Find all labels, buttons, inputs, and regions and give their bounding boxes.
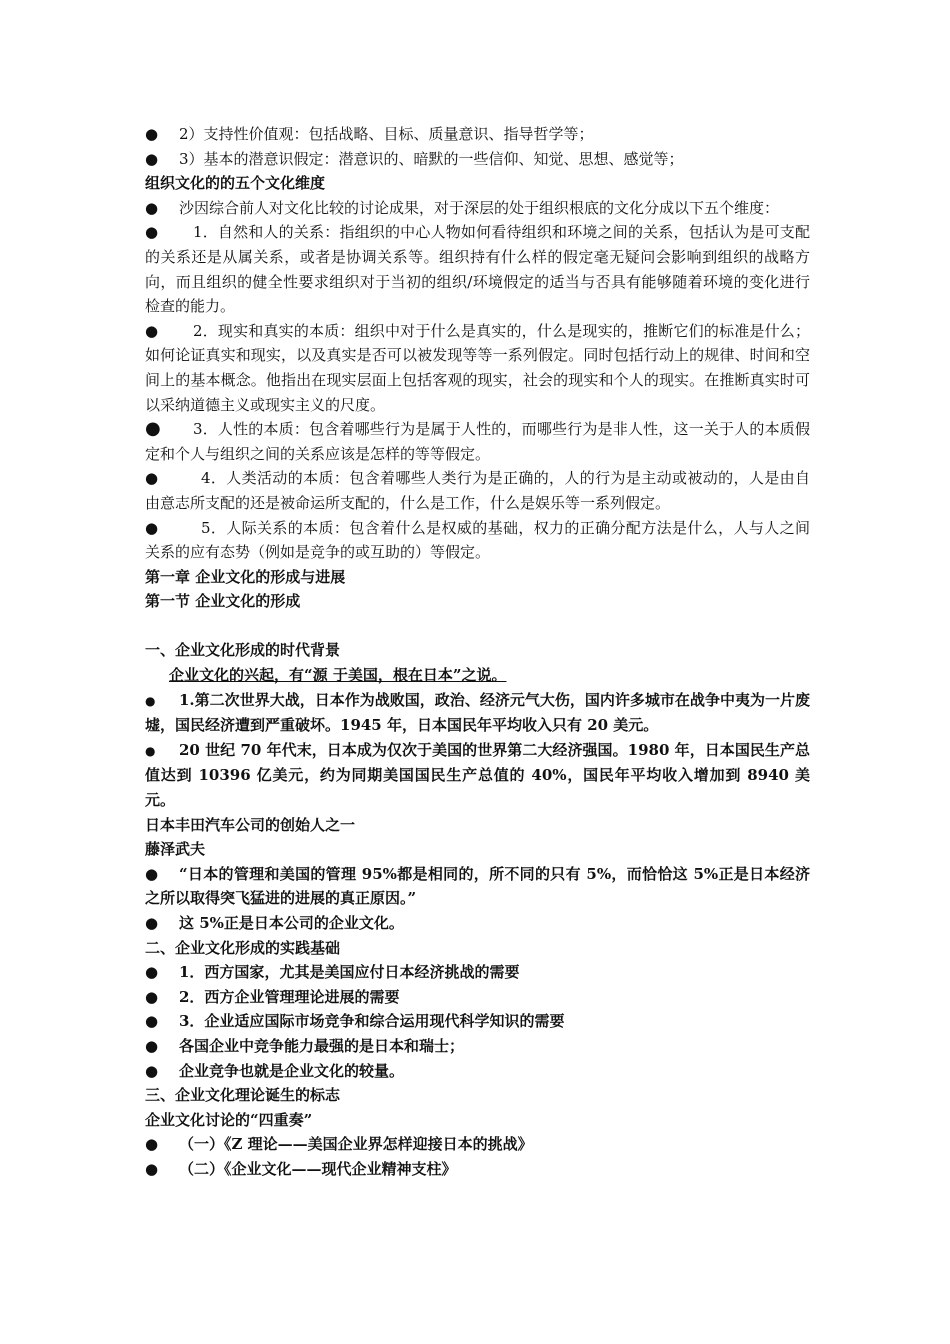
list-item: [145, 960, 810, 985]
bullet-icon: ●: [145, 864, 159, 883]
list-item: [145, 220, 810, 318]
heading: 企业文化讨论的“四重奏”: [145, 1110, 313, 1129]
text-line: 2）支持性价值观：包括战略、目标、质量意识、指导哲学等；: [179, 125, 594, 143]
text-line: 1.第二次世界大战，日本作为战败国，政治、经济元气大伤，国内许多城市在战争中夷为一片废墟，国民经济遭到严重破坏。1945 年，日本国民年平均收入只有 20 美元。: [145, 690, 810, 735]
list-item: [145, 1132, 810, 1157]
section-title: 第一节 企业文化的形成: [145, 592, 301, 611]
text-line: （二）《企业文化——现代企业精神支柱》: [179, 1159, 457, 1178]
bullet-icon: ●: [145, 125, 159, 143]
text-line: 企业竞争也就是企业文化的较量。: [179, 1061, 405, 1080]
list-item: [145, 862, 810, 911]
text-line: 1．自然和人的关系：指组织的中心人物如何看待组织和环境之间的关系，包括认为是可支配的关系还是从属关系，或者是协调关系等。组织持有什么样的假定毫无疑问会影响到组织的战略方向，而且组织的健全性要求组织对于当初的组织/环境假定的适当与否具有能够随着环境的变化进行检查的能力。: [145, 223, 810, 316]
list-item: [145, 1059, 810, 1084]
list-item: [145, 1157, 810, 1182]
text-line: 1．西方国家，尤其是美国应付日本经济挑战的需要: [179, 963, 520, 982]
bullet-icon: ●: [145, 149, 159, 168]
bullet-icon: ●: [145, 963, 159, 982]
bullet-icon: ●: [145, 223, 159, 242]
bullet-icon: ●: [145, 1159, 159, 1178]
document-body: [145, 122, 810, 1182]
heading: 一、企业文化形成的时代背景: [145, 641, 341, 660]
heading: 二、企业文化形成的实践基础: [145, 938, 341, 957]
bullet-icon: ●: [145, 518, 159, 537]
bullet-icon: ●: [145, 321, 159, 340]
list-item: [145, 122, 810, 147]
bullet-icon: ●: [145, 693, 156, 708]
spacer: [145, 614, 810, 639]
list-item: [145, 1009, 810, 1034]
list-item: [145, 466, 810, 515]
underlined-line: [145, 663, 810, 688]
bullet-icon: ●: [145, 1135, 159, 1154]
text-line: 4．人类活动的本质：包含着哪些人类行为是正确的，人的行为是主动或被动的，人是由自由意志所支配的还是被命运所支配的，什么是工作，什么是娱乐等一系列假定。: [145, 469, 810, 512]
text-line: 沙因综合前人对文化比较的讨论成果，对于深层的处于组织根底的文化分成以下五个维度：: [179, 198, 780, 217]
text-line: “日本的管理和美国的管理 95%都是相同的，所不同的只有 5%，而恰恰这 5%正是日本经济之所以取得突飞猛进的进展的真正原因。”: [145, 864, 810, 908]
list-item: [145, 319, 810, 417]
text-line: 藤泽武夫: [145, 840, 206, 859]
text-line: 各国企业中竞争能力最强的是日本和瑞士；: [179, 1036, 465, 1055]
bullet-icon: ●: [145, 198, 159, 217]
text-line: 3．企业适应国际市场竞争和综合运用现代科学知识的需要: [179, 1012, 565, 1031]
text-line: （一）《Z 理论——美国企业界怎样迎接日本的挑战》: [179, 1135, 533, 1154]
bullet-icon: ●: [145, 987, 159, 1006]
text-line: 2．西方企业管理理论进展的需要: [179, 987, 400, 1006]
text-line: 3）基本的潜意识假定：潜意识的、暗默的一些信仰、知觉、思想、感觉等；: [179, 149, 684, 168]
text-line: 这 5%正是日本公司的企业文化。: [179, 914, 404, 932]
text-line: 日本丰田汽车公司的创始人之一: [145, 815, 356, 834]
list-item: [145, 911, 810, 936]
text-line: 20 世纪 70 年代末，日本成为仅次于美国的世界第二大经济强国。1980 年，日本国民生产总值达到 10396 亿美元，约为同期美国国民生产总值的 40%，国民年平均收入增加到 8940 美元。: [145, 740, 810, 810]
list-item: [145, 1034, 810, 1059]
bullet-icon: ●: [145, 418, 161, 440]
bullet-icon: ●: [145, 1036, 159, 1055]
heading: 三、企业文化理论诞生的标志: [145, 1086, 341, 1105]
text-line: 5．人际关系的本质：包含着什么是权威的基础，权力的正确分配方法是什么，人与人之间关系的应有态势（例如是竞争的或互助的）等假定。: [145, 518, 810, 562]
heading: 组织文化的的五个文化维度: [145, 174, 326, 193]
text-line: 3．人性的本质：包含着哪些行为是属于人性的，而哪些行为是非人性，这一关于人的本质假定和个人与组织之间的关系应该是怎样的等等假定。: [145, 420, 810, 463]
list-item: [145, 196, 810, 221]
list-item: [145, 147, 810, 172]
bullet-icon: ●: [145, 469, 159, 488]
list-item: [145, 985, 810, 1010]
bullet-icon: ●: [145, 914, 159, 932]
text-line: 2．现实和真实的本质：组织中对于什么是真实的，什么是现实的，推断它们的标准是什么；如何论证真实和现实，以及真实是否可以被发现等等一系列假定。同时包括行动上的规律、时间和空间上的基本概念。他指出在现实层面上包括客观的现实，社会的现实和个人的现实。在推断真实时可以采纳道德主义或现实主义的尺度。: [145, 321, 810, 414]
list-item: [145, 516, 810, 565]
list-item: [145, 688, 810, 738]
bullet-icon: ●: [145, 1012, 159, 1031]
bullet-icon: ●: [145, 1061, 159, 1080]
text-line: 企业文化的兴起，有“源 于美国，根在日本”之说。: [169, 666, 507, 685]
bullet-icon: ●: [145, 743, 156, 758]
chapter-title: 第一章 企业文化的形成与进展: [145, 567, 346, 586]
list-item: [145, 738, 810, 813]
list-item: [145, 417, 810, 466]
